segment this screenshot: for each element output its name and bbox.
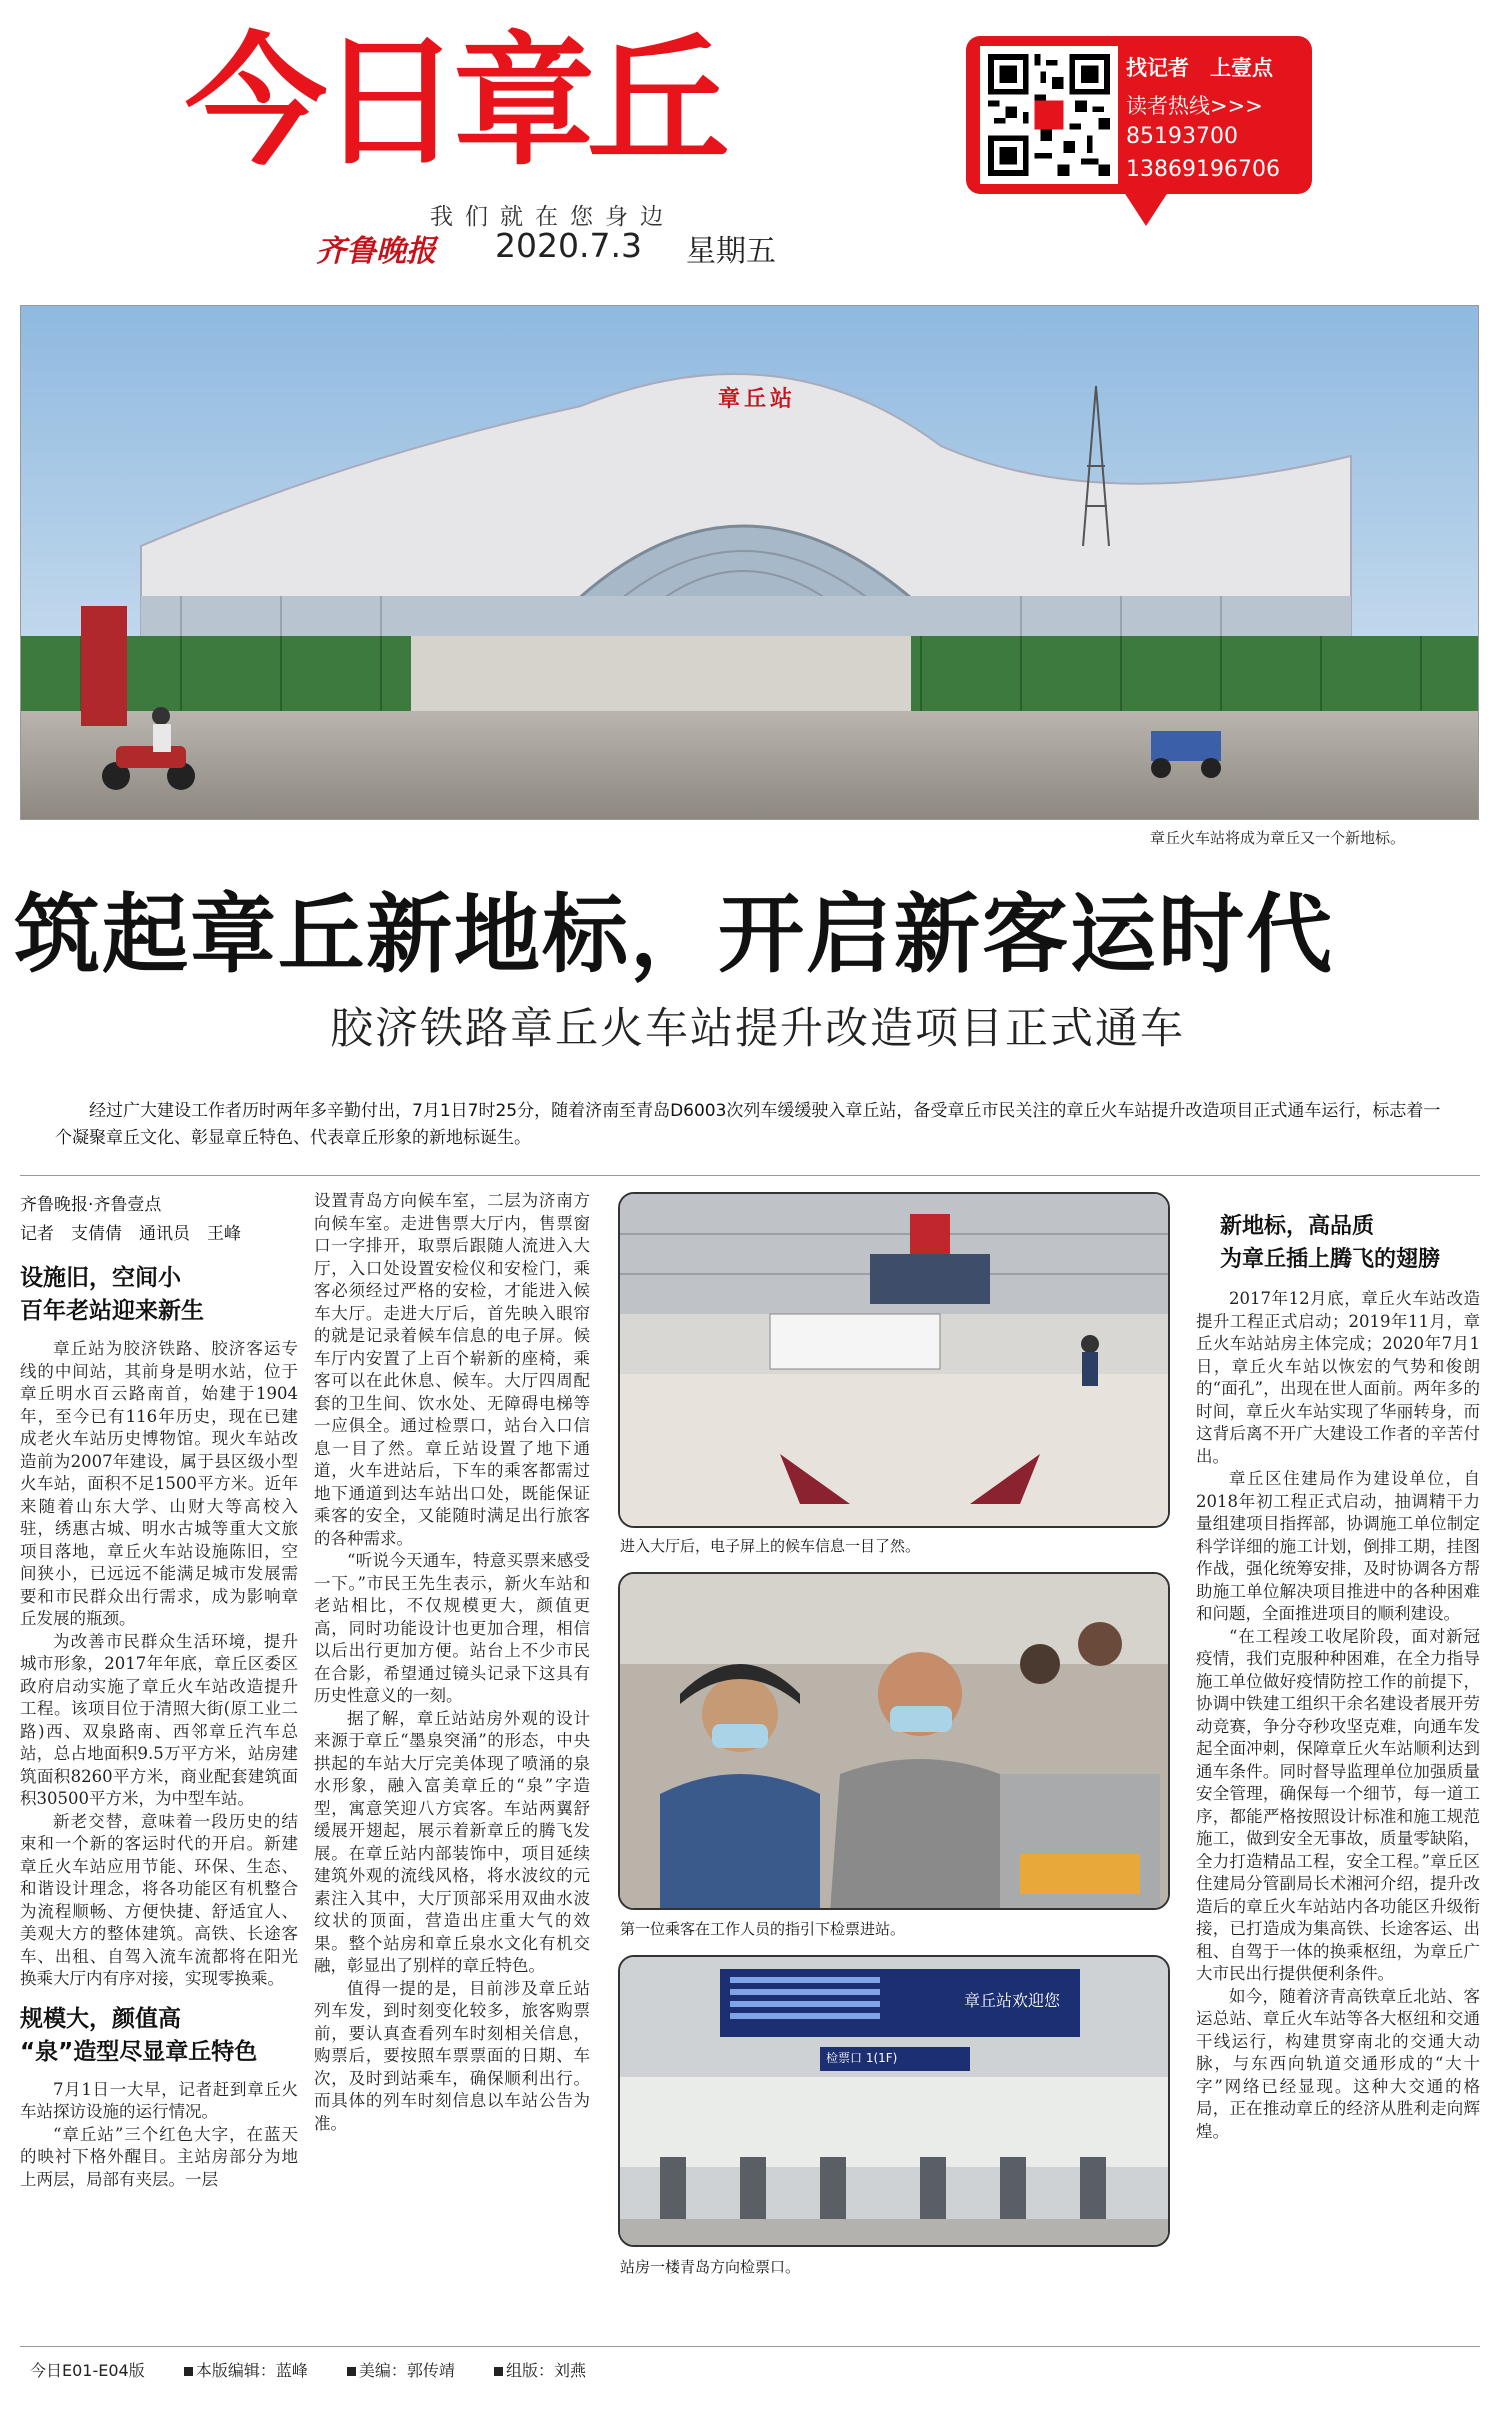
square-bullet-icon (347, 2367, 356, 2376)
hotline-phone-1[interactable]: 85193700 (1126, 124, 1238, 149)
footer (30, 2358, 1480, 2381)
photo-ticket-gate (618, 1955, 1170, 2247)
speech-bubble-tail (1120, 186, 1172, 226)
gate-sign-text: 检票口 1(1F) (826, 2051, 898, 2065)
middle-paragraph: 设置青岛方向候车室，二层为济南方向候车室。走进售票大厅内，售票窗口一字排开，取票后跟随人流进入大厅，入口处设置安检仪和安检门，乘客必须经过严格的安检，才能进入候车大厅。走进大厅后，首先映入眼帘的就是记录着候车信息的电子屏。候车厅内安置了上百个崭新的座椅，乘客可以在此休息、候车。大厅四周配套的卫生间、饮水处、无障碍电梯等一应俱全。通过检票口，站台入口信息一目了然。章丘站设置了地下通道，火车进站后，下车的乘客都需过地下通道到达车站出口处，既能保证乘客的安全，又能随时满足出行旅客的各种需求。 (314, 1191, 590, 1548)
station-sign-text: 章丘站 (718, 387, 797, 412)
right-paragraph: 章丘区住建局作为建设单位，自2018年初工程正式启动，抽调精干力量组建项目指挥部，协调施工单位制定科学详细的施工计划，倒排工期，挂图作战，强化统筹安排，及时协调各方帮助施工单位解决项目推进中的各种困难和问题，全面推进项目的顺利建设。 (1196, 1469, 1480, 1623)
section-2-paragraph: “章丘站”三个红色大字，在蓝天的映衬下格外醒目。主站房部分为地上两层，局部有夹层。一层 (20, 2124, 298, 2189)
footer-designer: 美编：郭传靖 (358, 2361, 455, 2380)
right-paragraph: 2017年12月底，章丘火车站改造提升工程正式启动；2019年11月，章丘火车站站房主体完成；2020年7月1日，章丘火车站以恢宏的气势和俊朗的“面孔”，出现在世人面前。两年多的时间，章丘火车站实现了华丽转身，而这背后离不开广大建设工作者的辛苦付出。 (1196, 1289, 1480, 1466)
source-line: 齐鲁晚报·齐鲁壹点 (20, 1195, 162, 1215)
divider (20, 1175, 1480, 1176)
section-2-title-line1: 规模大，颜值高 (20, 2005, 181, 2032)
section-1-paragraph: 为改善市民群众生活环境，提升城市形象，2017年年底，章丘区委区政府启动实施了章丘火车站改造提升工程。该项目位于清照大街(原工业二路)西、双泉路南、西邻章丘汽车总站，总占地面积9.5万平方米，站房建筑面积8260平方米，商业配套建筑面积30500平方米，为中型车站。 (20, 1631, 298, 1808)
newspaper-logo: 齐鲁晚报 (316, 234, 436, 269)
sub-headline: 胶济铁路章丘火车站提升改造项目正式通车 (330, 1004, 1185, 1054)
middle-column (314, 1190, 590, 2135)
main-headline: 筑起章丘新地标，开启新客运时代 (14, 885, 1334, 985)
photo-waiting-hall (618, 1192, 1170, 1528)
middle-paragraph: 据了解，章丘站站房外观的设计来源于章丘“墨泉突涌”的形态，中央拱起的车站大厅完美体现了喷涌的泉水形象，融入富美章丘的“泉”字造型，寓意笑迎八方宾客。车站两翼舒缓展开翅起，展示着新章丘的腾飞发展。在章丘站内部装饰中，项目延续建筑外观的流线风格，将水波纹的元素注入其中，大厅顶部采用双曲水波纹状的顶面，营造出庄重大气的效果。整个站房和章丘泉水文化有机交融，彰显出了别样的章丘特色。 (314, 1708, 590, 1975)
reader-hotline-label: 读者热线>>> (1126, 94, 1263, 118)
contact-reporter-text: 找记者 上壹点 (1126, 56, 1273, 80)
section-2-title-line2: “泉”造型尽显章丘特色 (20, 2038, 258, 2065)
right-column (1196, 1210, 1480, 2143)
hotline-phone-2[interactable]: 13869196706 (1126, 157, 1280, 182)
section-1-title-line2: 百年老站迎来新生 (20, 1298, 204, 1324)
right-paragraph: 如今，随着济青高铁章丘北站、客运总站、章丘火车站等各大枢纽和交通干线运行，构建贯穿南北的交通大动脉，与东西向轨道交通形成的“大十字”网络已经显现。这种大交通的格局，正在推动章丘的经济从胜利走向辉煌。 (1196, 1986, 1480, 2141)
byline: 记者 支倩倩 通讯员 王峰 (20, 1224, 241, 1244)
square-bullet-icon (494, 2367, 503, 2376)
issue-weekday: 星期五 (686, 234, 776, 269)
footer-editor: 本版编辑：蓝峰 (195, 2361, 308, 2380)
photo-3-caption: 站房一楼青岛方向检票口。 (620, 2258, 801, 2276)
section-1-title-line1: 设施旧，空间小 (20, 1265, 181, 1291)
footer-proof: 组版：刘燕 (506, 2361, 587, 2380)
middle-paragraph: 值得一提的是，目前涉及章丘站列车发，到时刻变化较多，旅客购票前，要认真查看列车时刻相关信息，购票后，要按照车票票面的日期、车次，及时到站乘车，确保顺利出行。而具体的列车时刻信息以车站公告为准。 (314, 1978, 590, 2133)
section-1-paragraph: 新老交替，意味着一段历史的结束和一个新的客运时代的开启。新建章丘火车站应用节能、环保、生态、和谐设计理念，将各功能区有机整合为流程顺畅、方便快捷、舒适宜人、美观大方的整体建筑。高铁、长途客车、出租、自驾入流车流都将在阳光换乘大厅内有序对接，实现零换乘。 (20, 1811, 298, 1988)
middle-paragraph: “听说今天通车，特意买票来感受一下。”市民王先生表示，新火车站和老站相比，不仅规模更大，颜值更高，同时功能设计也更加合理，相信以后出行更加方便。站台上不少市民在合影，希望通过镜头记录下这具有历史性意义的一刻。 (314, 1551, 590, 1705)
section-2-paragraph: 7月1日一大早，记者赶到章丘火车站探访设施的运行情况。 (20, 2079, 298, 2121)
hero-caption: 章丘火车站将成为章丘又一个新地标。 (1150, 829, 1406, 847)
right-title-line2: 为章丘插上腾飞的翅膀 (1220, 1247, 1441, 1272)
photo-ticket-check (618, 1572, 1170, 1910)
square-bullet-icon (184, 2367, 193, 2376)
footer-divider (20, 2346, 1480, 2347)
qr-code-icon[interactable] (980, 46, 1118, 184)
left-column (20, 1190, 298, 2191)
lead-paragraph: 经过广大建设工作者历时两年多辛勤付出，7月1日7时25分，随着济南至青岛D6003次列车缓缓驶入章丘站，备受章丘市民关注的章丘火车站提升改造项目正式通车运行，标志着一个凝聚章丘文化、彰显章丘特色、代表章丘形象的新地标诞生。 (55, 1101, 1441, 1148)
photo-2-caption: 第一位乘客在工作人员的指引下检票进站。 (620, 1920, 906, 1938)
right-paragraph: “在工程竣工收尾阶段，面对新冠疫情，我们克服种种困难，在全力指导施工单位做好疫情防控工作的前提下，协调中铁建工组织干余名建设者展开劳动竞赛，争分夺秒攻坚克难，向通车发起全面冲刺，保障章丘火车站顺利达到通车条件。同时督导监理单位加强质量安全管理，确保每一个细节，每一道工序，都能严格按照设计标准和施工规范施工，做到安全无事故，质量零缺陷，全力打造精品工程，安全工程。”章丘区住建局分管副局长术湘河介绍，提升改造后的章丘火车站站内各功能区升级衔接，已打造成为集高铁、长途客运、出租、自驾于一体的换乘枢纽，为章丘广大市民出行提供便利条件。 (1196, 1626, 1480, 1983)
right-title-line1: 新地标，高品质 (1220, 1214, 1375, 1239)
section-1-paragraph: 章丘站为胶济铁路、胶济客运专线的中间站，其前身是明水站，位于章丘明水百云路南首，始建于1904年，至今已有116年历史，现在已建成老火车站历史博物馆。现火车站改造前为2007年建设，属于县区级小型火车站，面积不足1500平方米。近年来随着山东大学、山财大等高校入驻，绣惠古城、明水古城等重大文旅项目落地，章丘火车站设施陈旧，空间狭小，已远远不能满足城市发展需要和市民群众出行需求，成为影响章丘发展的瓶颈。 (20, 1339, 298, 1628)
masthead-slogan: 我们就在您身边 (430, 204, 675, 230)
photo-1-caption: 进入大厅后，电子屏上的候车信息一目了然。 (620, 1537, 921, 1555)
masthead-title: 今日章丘 (185, 20, 721, 185)
welcome-screen-text: 章丘站欢迎您 (964, 1991, 1061, 2010)
issue-date: 2020.7.3 (495, 226, 642, 265)
footer-pages: 今日E01-E04版 (30, 2361, 145, 2380)
